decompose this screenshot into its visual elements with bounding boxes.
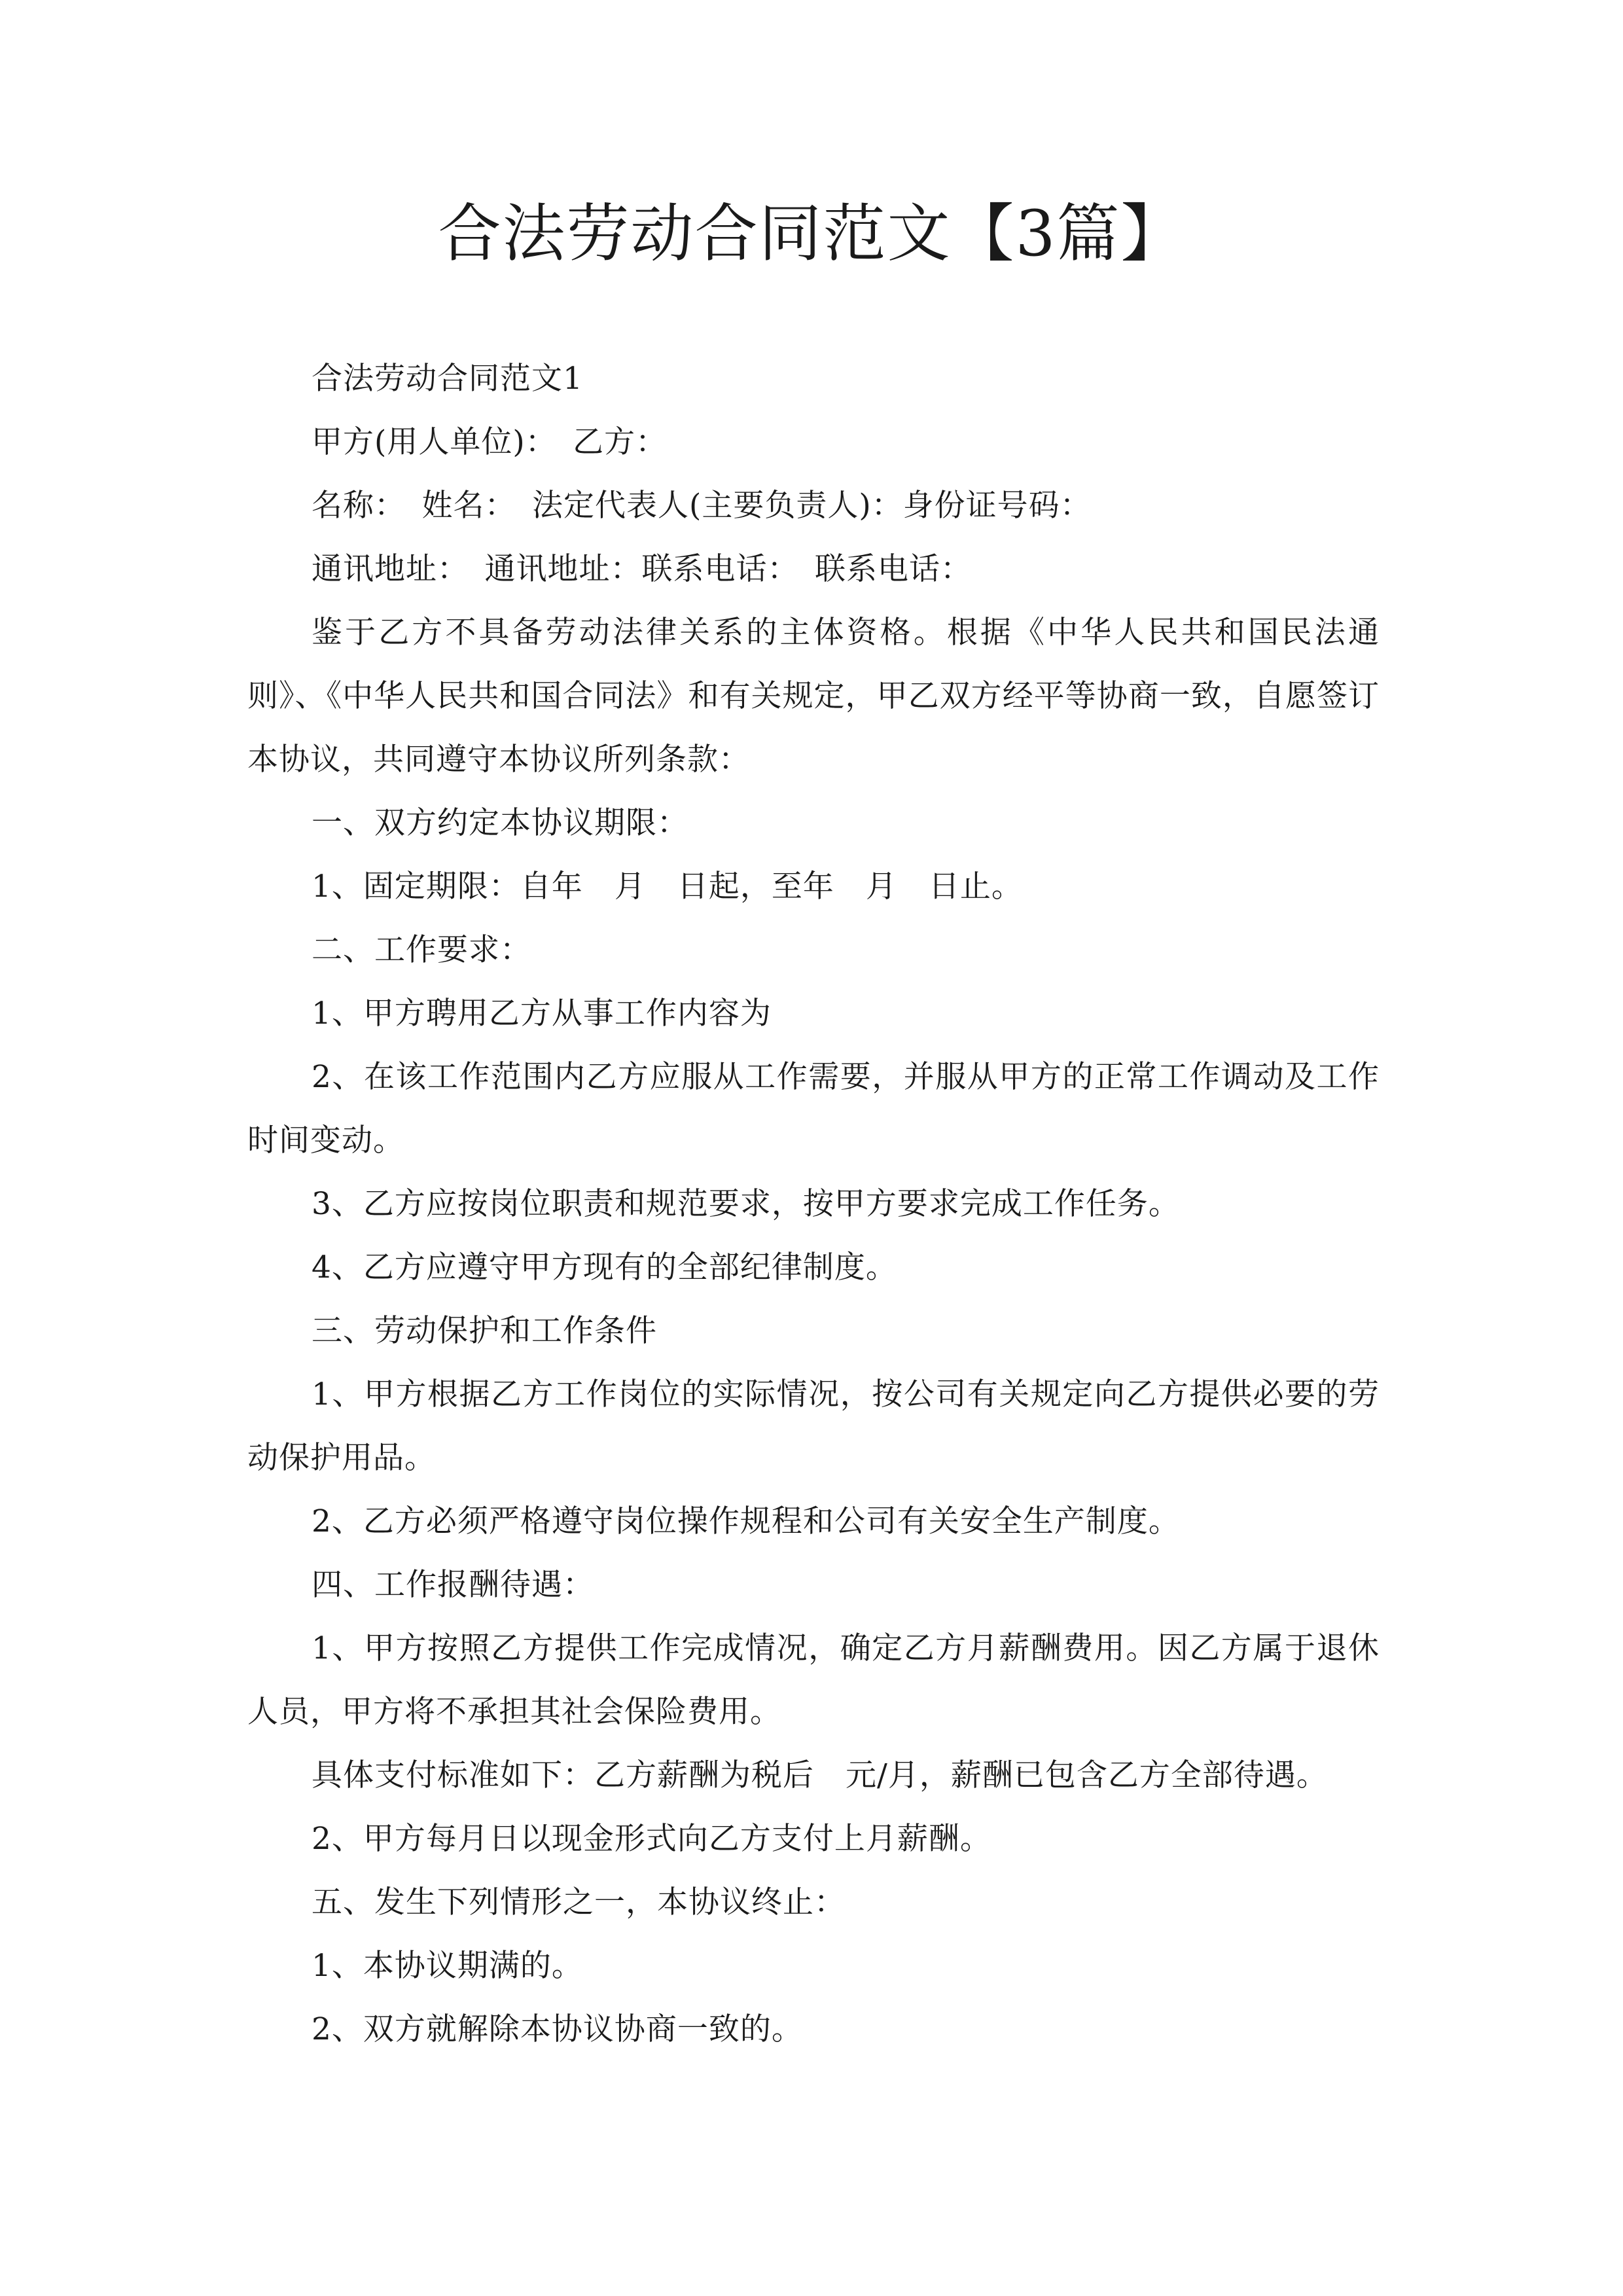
party-info-line: 名称： 姓名： 法定代表人(主要负责人)：身份证号码： (312, 488, 1092, 524)
party-line: 甲方(用人单位)： 乙方： (312, 424, 668, 460)
document-title: 合法劳动合同范文【3篇】 (438, 197, 1185, 270)
clause-item: 4、乙方应遵守甲方现有的全部纪律制度。 (312, 1249, 897, 1285)
preamble-paragraph: 鉴于乙方不具备劳动法律关系的主体资格。根据《中华人民共和国民法通则》、《中华人民共和国合同法》和有关规定，甲乙双方经平等协商一致，自愿签订本协议，共同遵守本协议所列条款： (247, 615, 1380, 778)
clause-heading: 五、发生下列情形之一，本协议终止： (312, 1884, 846, 1920)
clause-item: 具体支付标准如下：乙方薪酬为税后 元/月，薪酬已包含乙方全部待遇。 (312, 1757, 1328, 1793)
clause-item: 2、在该工作范围内乙方应服从工作需要，并服从甲方的正常工作调动及工作时间变动。 (247, 1059, 1380, 1158)
clause-item: 1、甲方聘用乙方从事工作内容为 (312, 996, 772, 1031)
clause-heading: 二、工作要求： (312, 932, 531, 968)
clause-item: 1、固定期限：自年 月 日起，至年 月 日止。 (312, 869, 1023, 905)
clause-item: 2、双方就解除本协议协商一致的。 (312, 2011, 803, 2047)
clause-item: 1、甲方根据乙方工作岗位的实际情况，按公司有关规定向乙方提供必要的劳动保护用品。 (247, 1376, 1380, 1476)
clause-heading: 四、工作报酬待遇： (312, 1567, 594, 1603)
document-body (247, 347, 1380, 2061)
clause-item: 3、乙方应按岗位职责和规范要求，按甲方要求完成工作任务。 (312, 1186, 1180, 1222)
clause-item: 1、甲方按照乙方提供工作完成情况，确定乙方月薪酬费用。因乙方属于退休人员，甲方将不承担其社会保险费用。 (247, 1630, 1380, 1730)
clause-heading: 一、双方约定本协议期限： (312, 805, 688, 841)
section-heading: 合法劳动合同范文1 (312, 361, 583, 397)
clause-heading: 三、劳动保护和工作条件 (312, 1313, 657, 1349)
party-contact-line: 通讯地址： 通讯地址：联系电话： 联系电话： (312, 551, 972, 587)
clause-item: 2、乙方必须严格遵守岗位操作规程和公司有关安全生产制度。 (312, 1503, 1180, 1539)
clause-item: 2、甲方每月日以现金形式向乙方支付上月薪酬。 (312, 1821, 991, 1857)
clause-item: 1、本协议期满的。 (312, 1948, 583, 1984)
